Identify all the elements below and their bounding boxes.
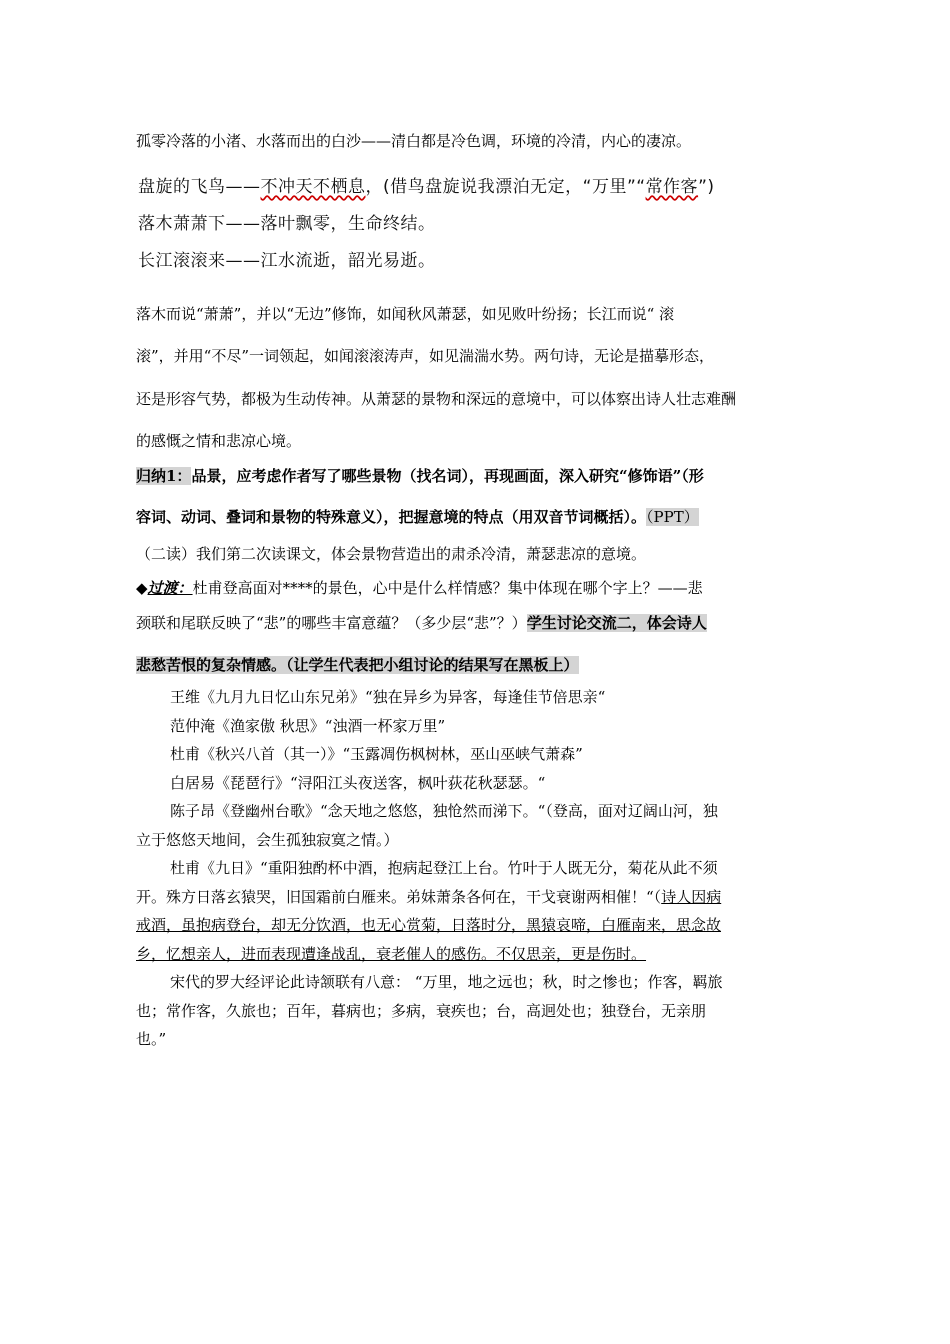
citation-line: 乡，忆想亲人，进而表现遭逢战乱，衰老催人的感伤。不仅思亲，更是伤时。	[136, 945, 647, 963]
question-line: 颈联和尾联反映了“悲”的哪些丰富意蕴？（多少层“悲”？）学生讨论交流二，体会诗人	[136, 614, 707, 632]
citation-line: 也。”	[136, 1030, 167, 1048]
handwritten-line: 落木萧萧下——落叶飘零，生命终结。	[138, 214, 436, 234]
text-line: 的感慨之情和悲凉心境。	[136, 432, 302, 450]
text-line: 落木而说“萧萧”，并以“无边”修饰，如闻秋风萧瑟，如见败叶纷扬；长江而说“ 滚	[136, 305, 675, 323]
text-line: （二读）我们第二次读课文，体会景物营造出的肃杀冷清，萧瑟悲凉的意境。	[136, 545, 647, 563]
text-line: 孤零冷落的小渚、水落而出的白沙——清白都是冷色调，环境的冷清，内心的凄凉。	[136, 132, 692, 150]
citation-line: 杜甫《九日》“重阳独酌杯中酒，抱病起登江上台。竹叶于人既无分，菊花从此不须	[170, 859, 718, 877]
citation-line: 杜甫《秋兴八首（其一）》“玉露凋伤枫树林，巫山巫峡气萧森”	[170, 745, 583, 763]
summary-line: 归纳1：品景，应考虑作者写了哪些景物（找名词），再现画面，深入研究“修饰语”（形	[136, 467, 704, 485]
question-line: 悲愁苦恨的复杂情感。（让学生代表把小组讨论的结果写在黑板上）	[136, 656, 579, 674]
citation-line: 戒酒，虽抱病登台，却无分饮酒，也无心赏菊，日落时分，黑猿哀啼，白雁南来，思念故	[136, 916, 722, 934]
summary-line: 容词、动词、叠词和景物的特殊意义），把握意境的特点（用双音节词概括）。（PPT）	[136, 508, 699, 526]
citation-line: 陈子昂《登幽州台歌》“念天地之悠悠，独怆然而涕下。“（登高，面对辽阔山河，独	[170, 802, 718, 820]
citation-line: 白居易《琵琶行》“浔阳江头夜送客，枫叶荻花秋瑟瑟。“	[170, 774, 546, 792]
citation-line: 开。殊方日落玄猿哭，旧国霜前白雁来。弟妹萧条各何在，干戈衰谢两相催！“（诗人因病	[136, 888, 722, 906]
text-line: 滚”，并用“不尽”一词领起，如闻滚滚涛声，如见湍湍水势。两句诗，无论是描摹形态，	[136, 347, 715, 365]
text-line: 还是形容气势，都极为生动传神。从萧瑟的景物和深远的意境中，可以体察出诗人壮志难酬	[136, 390, 737, 408]
citation-line: 王维《九月九日忆山东兄弟》“独在异乡为异客，每逢佳节倍思亲“	[170, 688, 606, 706]
transition-line: ◆过渡：杜甫登高面对****的景色，心中是什么样情感？集中体现在哪个字上？——悲	[136, 579, 703, 597]
citation-line: 立于悠悠天地间，会生孤独寂寞之情。）	[136, 831, 399, 849]
citation-line: 也；常作客，久旅也；百年，暮病也；多病，衰疾也；台，高迥处也；独登台，无亲朋	[136, 1002, 707, 1020]
handwritten-line: 长江滚滚来——江水流逝，韶光易逝。	[138, 251, 436, 271]
handwritten-line: 盘旋的飞鸟——不冲天不栖息，(借鸟盘旋说我漂泊无定，“万里”“常作客”)	[138, 177, 715, 197]
citation-line: 宋代的罗大经评论此诗颔联有八意： “万里，地之远也；秋，时之惨也；作客，羁旅	[170, 973, 723, 991]
citation-line: 范仲淹《渔家傲 秋思》“浊酒一杯家万里”	[170, 717, 446, 735]
